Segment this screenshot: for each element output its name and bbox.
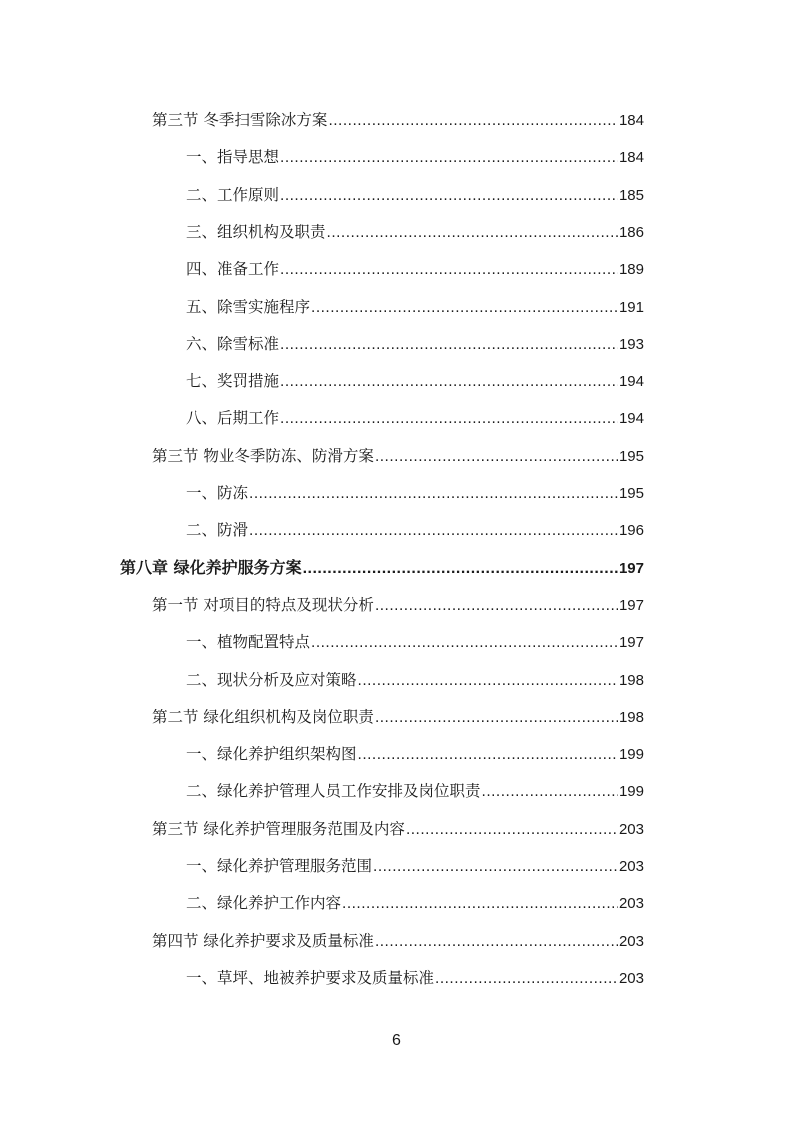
toc-entry[interactable] xyxy=(186,405,644,431)
toc-entry-page: 203 xyxy=(618,969,644,987)
dot-leader xyxy=(280,145,618,171)
dot-leader xyxy=(375,444,618,470)
dot-leader xyxy=(280,406,618,432)
toc-entry-page: 197 xyxy=(618,634,644,652)
toc-entry-page: 194 xyxy=(618,410,644,428)
toc-entry-page: 198 xyxy=(618,708,644,726)
toc-entry-title: 一、绿化养护管理服务范围 xyxy=(186,857,373,875)
toc-entry-title: 二、现状分析及应对策略 xyxy=(186,670,357,689)
toc-entry-title: 七、奖罚措施 xyxy=(186,372,280,391)
toc-entry-page: 191 xyxy=(618,298,644,316)
toc-entry-title: 一、植物配置特点 xyxy=(186,633,311,652)
toc-entry-page: 197 xyxy=(618,559,644,577)
toc-entry-page: 203 xyxy=(618,932,644,950)
toc-entry-title: 六、除雪标准 xyxy=(186,334,280,353)
dot-leader xyxy=(311,630,618,656)
toc-entry-page: 193 xyxy=(618,335,644,353)
toc-entry-page: 189 xyxy=(618,261,644,279)
toc-entry-page: 186 xyxy=(618,223,644,241)
dot-leader xyxy=(406,817,618,843)
toc-entry-title: 第四节 绿化养护要求及质量标准 xyxy=(152,931,374,950)
dot-leader xyxy=(435,966,618,992)
dot-leader xyxy=(280,369,618,395)
toc-entry[interactable] xyxy=(186,629,644,655)
toc-entry-page: 198 xyxy=(618,671,644,689)
toc-entry[interactable] xyxy=(186,144,644,170)
toc-entry-page: 199 xyxy=(618,746,644,764)
toc-entry-page: 199 xyxy=(618,783,644,801)
toc-entry-page: 203 xyxy=(618,895,644,913)
dot-leader xyxy=(311,295,618,321)
toc-entry-title: 第一节 对项目的特点及现状分析 xyxy=(152,595,374,614)
dot-leader xyxy=(249,481,618,507)
toc-entry[interactable] xyxy=(186,778,644,804)
dot-leader xyxy=(358,668,618,694)
toc-entry-title: 一、指导思想 xyxy=(186,148,280,167)
toc-entry-title: 四、准备工作 xyxy=(186,260,280,279)
dot-leader xyxy=(358,742,618,768)
toc-entry-title: 二、防滑 xyxy=(186,521,249,540)
dot-leader xyxy=(303,556,618,582)
toc-entry-page: 196 xyxy=(618,522,644,540)
dot-leader xyxy=(375,705,618,731)
toc-entry[interactable] xyxy=(152,816,644,842)
toc-entry-title: 一、绿化养护组织架构图 xyxy=(186,745,357,764)
page-number: 6 xyxy=(392,1032,401,1049)
toc-entry[interactable] xyxy=(186,853,644,879)
toc-entry-title: 二、绿化养护管理人员工作安排及岗位职责 xyxy=(186,782,481,801)
dot-leader xyxy=(249,518,618,544)
toc-entry-title: 一、防冻 xyxy=(186,484,249,502)
toc-entry-title: 第三节 物业冬季防冻、防滑方案 xyxy=(152,446,374,465)
toc-entry-page: 203 xyxy=(618,820,644,838)
toc-entry[interactable] xyxy=(186,219,644,245)
toc-entry-page: 184 xyxy=(618,149,644,167)
toc-entry[interactable] xyxy=(186,294,644,320)
toc-entry[interactable] xyxy=(186,480,644,506)
dot-leader xyxy=(280,183,618,209)
dot-leader xyxy=(280,257,618,283)
toc-entry-title: 三、组织机构及职责 xyxy=(186,222,326,241)
dot-leader xyxy=(373,854,618,880)
toc-entry-title: 第八章 绿化养护服务方案 xyxy=(120,557,302,577)
toc-chapter-entry[interactable] xyxy=(120,555,644,581)
toc-entry-title: 五、除雪实施程序 xyxy=(186,297,311,316)
toc-entry-page: 197 xyxy=(618,596,644,614)
toc-entry-title: 第二节 绿化组织机构及岗位职责 xyxy=(152,707,374,726)
toc-entry-title: 第三节 绿化养护管理服务范围及内容 xyxy=(152,819,405,838)
toc-entry[interactable] xyxy=(186,331,644,357)
toc-entry[interactable] xyxy=(186,741,644,767)
toc-entry-page: 203 xyxy=(618,858,644,875)
toc-entry[interactable] xyxy=(186,182,644,208)
toc-entry-page: 194 xyxy=(618,373,644,391)
toc-entry-title: 八、后期工作 xyxy=(186,409,280,428)
toc-entry[interactable] xyxy=(186,368,644,394)
toc-entry-page: 195 xyxy=(618,485,644,502)
toc-entry-page: 185 xyxy=(618,186,644,204)
toc-entry-title: 二、绿化养护工作内容 xyxy=(186,894,342,913)
dot-leader xyxy=(482,779,618,805)
toc-entry[interactable] xyxy=(186,890,644,916)
toc-entry-title: 第三节 冬季扫雪除冰方案 xyxy=(152,111,328,129)
toc-entry-page: 184 xyxy=(618,112,644,129)
dot-leader xyxy=(342,891,618,917)
toc-entry[interactable] xyxy=(186,517,644,543)
toc-entry[interactable] xyxy=(152,443,644,469)
dot-leader xyxy=(327,220,618,246)
toc-entry[interactable] xyxy=(152,592,644,618)
dot-leader xyxy=(280,332,618,358)
toc-entry-title: 一、草坪、地被养护要求及质量标准 xyxy=(186,968,435,987)
toc-entry[interactable] xyxy=(186,256,644,282)
toc-entry[interactable] xyxy=(152,928,644,954)
toc-entry[interactable] xyxy=(152,704,644,730)
toc-entry[interactable] xyxy=(152,107,644,133)
toc-entry[interactable] xyxy=(186,965,644,991)
dot-leader xyxy=(328,108,618,134)
toc-entry-page: 195 xyxy=(618,447,644,465)
toc-entry[interactable] xyxy=(186,667,644,693)
dot-leader xyxy=(375,593,618,619)
toc-entry-title: 二、工作原则 xyxy=(186,185,280,204)
dot-leader xyxy=(375,929,618,955)
